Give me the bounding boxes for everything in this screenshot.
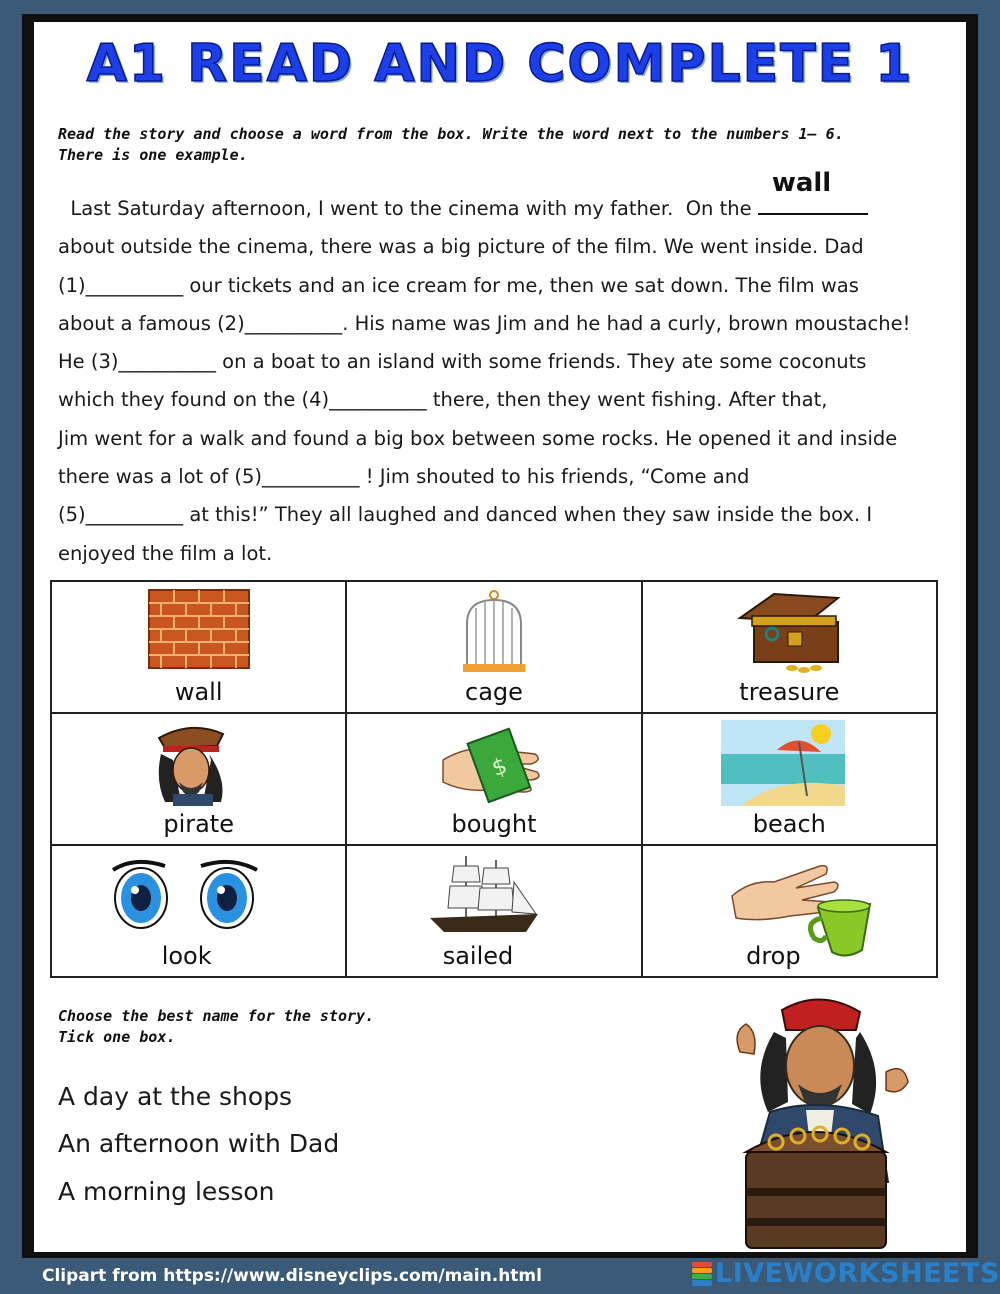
- word-label: pirate: [163, 810, 234, 838]
- story-line-6: which they found on the (4)__________ there, then they went fishing. After that,: [58, 388, 828, 412]
- word-cell-treasure: [642, 581, 937, 713]
- worksheet: [34, 22, 966, 1252]
- example-answer: wall: [771, 168, 832, 198]
- story-line-5: He (3)__________ on a boat to an island with some friends. They ate some coconuts: [58, 350, 867, 374]
- instruction-line-2: There is one example.: [58, 146, 248, 164]
- story-name-option-3[interactable]: A morning lesson: [58, 1177, 275, 1206]
- beach-umbrella-icon: [721, 720, 845, 806]
- story-line-9: (5)__________ at this!” They all laughed and danced when they saw inside the box. I: [58, 503, 873, 527]
- clipart-credit: Clipart from https://www.disneyclips.com/main.html: [42, 1266, 542, 1286]
- money-hand-icon: [439, 720, 549, 806]
- treasure-chest-icon: [734, 588, 844, 676]
- brand-name: LIVEWORKSHEETS: [715, 1258, 1000, 1289]
- word-cell-sailed: [346, 845, 641, 977]
- word-label: treasure: [739, 678, 840, 706]
- liveworksheets-icon: [692, 1262, 712, 1286]
- story-line-8: there was a lot of (5)__________ ! Jim shouted to his friends, “Come and: [58, 465, 750, 489]
- word-label: drop: [746, 942, 801, 970]
- word-cell-wall: [51, 581, 346, 713]
- story-line-2: about outside the cinema, there was a big picture of the film. We went inside. Dad: [58, 235, 864, 259]
- word-cell-look: [51, 845, 346, 977]
- word-cell-pirate: [51, 713, 346, 845]
- title-question-instructions: [58, 1006, 374, 1048]
- word-label: sailed: [442, 942, 514, 970]
- word-cell-cage: [346, 581, 641, 713]
- question-line-2: Tick one box.: [58, 1028, 176, 1046]
- page-title: A1 READ AND COMPLETE 1: [86, 34, 914, 94]
- eyes-icon: [105, 852, 265, 934]
- pirate-icon: [151, 720, 235, 806]
- story-line-10: enjoyed the film a lot.: [58, 541, 273, 565]
- question-line-1: Choose the best name for the story.: [58, 1007, 375, 1025]
- liveworksheets-logo: [692, 1258, 1000, 1289]
- sailing-ship-icon: [426, 852, 542, 938]
- example-answer-blank[interactable]: [758, 168, 868, 228]
- story-text: [58, 168, 948, 573]
- word-cell-drop: [642, 845, 937, 977]
- word-cell-beach: [642, 713, 937, 845]
- word-box: [50, 580, 938, 978]
- story-line-3: (1)__________ our tickets and an ice cream for me, then we sat down. The film was: [58, 273, 859, 297]
- story-line-7: Jim went for a walk and found a big box between some rocks. He opened it and inside: [58, 426, 898, 450]
- brick-wall-icon: [147, 588, 251, 670]
- instruction-line-1: Read the story and choose a word from the box. Write the word next to the numbers 1– 6.: [58, 125, 844, 143]
- word-label: wall: [174, 678, 223, 706]
- word-cell-bought: [346, 713, 641, 845]
- word-label: look: [161, 942, 212, 970]
- svg-text:$: $: [488, 753, 511, 782]
- story-line-1: Last Saturday afternoon, I went to the cinema with my father. On the wall: [58, 190, 948, 228]
- story-name-option-2[interactable]: An afternoon with Dad: [58, 1129, 340, 1158]
- story-line-4: about a famous (2)__________. His name was Jim and he had a curly, brown moustache!: [58, 311, 911, 335]
- word-label: beach: [752, 810, 826, 838]
- birdcage-icon: [459, 588, 529, 674]
- instructions: [58, 124, 938, 166]
- word-label: cage: [465, 678, 523, 706]
- word-label: bought: [451, 810, 537, 838]
- story-name-option-1[interactable]: A day at the shops: [58, 1082, 293, 1111]
- pirate-with-treasure-icon: [710, 992, 920, 1252]
